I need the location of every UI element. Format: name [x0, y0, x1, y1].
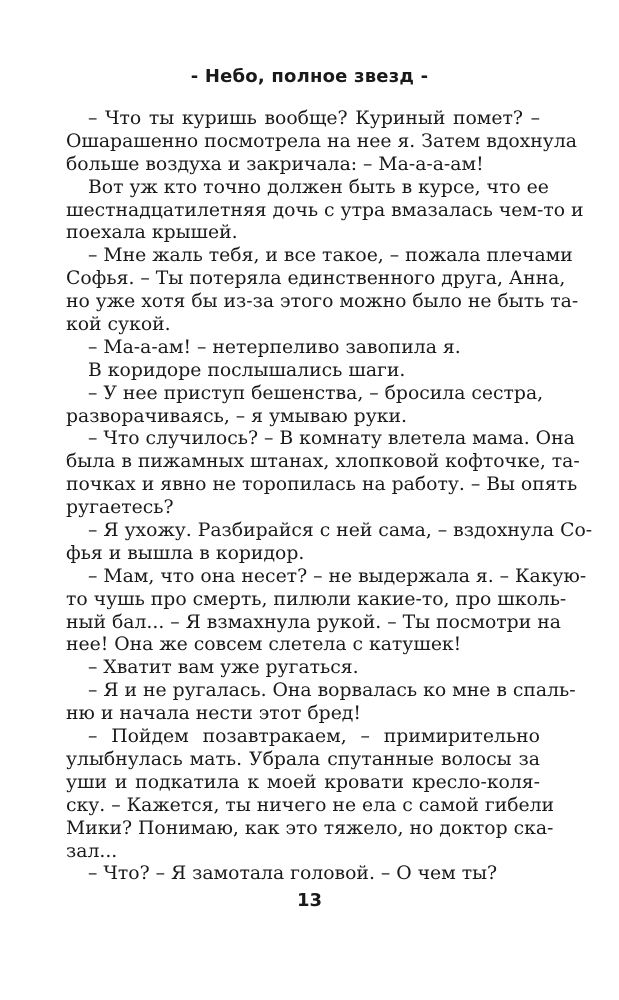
text-line: зал...	[66, 840, 118, 862]
text-line: – Пойдем позавтракаем, – примирительно	[88, 726, 540, 748]
text-line: Ошарашенно посмотрела на нее я. Затем вдохнула	[66, 130, 577, 152]
text-line: ругаетесь?	[66, 497, 174, 519]
text-line: – Что? – Я замотала головой. – О чем ты?	[88, 863, 498, 885]
text-line: ный бал... – Я взмахнула рукой. – Ты посмотри на	[66, 611, 561, 633]
text-line: уши и подкатила к моей кровати кресло-коля-	[66, 771, 540, 793]
text-line: фья и вышла в коридор.	[66, 542, 305, 564]
text-line: – Хватит вам уже ругаться.	[88, 657, 359, 679]
text-line: улыбнулась мать. Убрала спутанные волосы за	[66, 748, 540, 770]
text-line: больше воздуха и закричала: – Ма-а-а-ам!	[66, 153, 484, 175]
text-line: Мики? Понимаю, как это тяжело, но доктор ска-	[66, 817, 554, 839]
page-number: 13	[296, 890, 323, 911]
text-line: но уже хотя бы из-за этого можно было не быть та-	[66, 291, 579, 313]
text-line: шестнадцатилетняя дочь с утра вмазалась чем-то и	[66, 199, 584, 221]
text-line: поехала крышей.	[66, 222, 238, 244]
text-line: разворачиваясь, – я умываю руки.	[66, 405, 407, 427]
text-line: была в пижамных штанах, хлопковой кофточке, та-	[66, 451, 580, 473]
text-line: то чушь про смерть, пилюли какие-то, про школь-	[66, 588, 567, 610]
body-text	[66, 108, 593, 886]
text-line: – Что ты куришь вообще? Куриный помет? –	[88, 108, 540, 129]
text-line: Софья. – Ты потеряла единственного друга, Анна,	[66, 268, 566, 290]
text-line: – Мам, что она несет? – не выдержала я. – Какую-	[88, 565, 587, 587]
text-line: – Что случилось? – В комнату влетела мама. Она	[88, 428, 575, 450]
text-line: В коридоре послышались шаги.	[88, 359, 406, 381]
text-line: – Ма-а-ам! – нетерпеливо завопила я.	[88, 336, 461, 358]
text-line: нее! Она же совсем слетела с катушек!	[66, 634, 462, 656]
running-title: - Небо, полное звезд -	[190, 66, 429, 87]
text-line: Вот уж кто точно должен быть в курсе, что ее	[88, 176, 549, 198]
text-line: – У нее приступ бешенства, – бросила сестра,	[88, 382, 544, 404]
text-line: кой сукой.	[66, 314, 171, 336]
text-line: – Я ухожу. Разбирайся с ней сама, – вздохнула Со-	[88, 520, 593, 542]
text-line: – Мне жаль тебя, и все такое, – пожала плечами	[88, 245, 573, 267]
text-line: почках и явно не торопилась на работу. – Вы опять	[66, 474, 578, 496]
text-line: – Я и не ругалась. Она ворвалась ко мне в спаль-	[88, 680, 576, 702]
text-line: ню и начала нести этот бред!	[66, 703, 361, 725]
text-line: ску. – Кажется, ты ничего не ела с самой гибели	[66, 794, 555, 816]
